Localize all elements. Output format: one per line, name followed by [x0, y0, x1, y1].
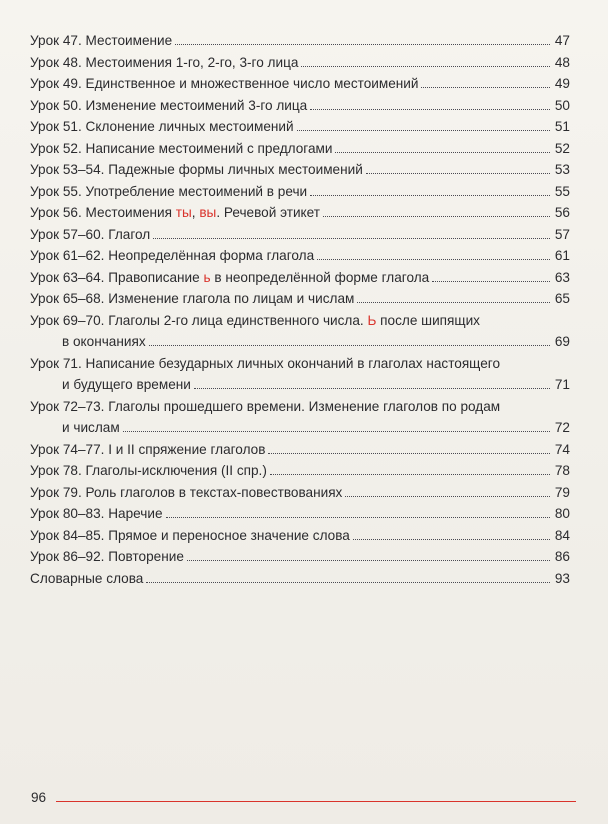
toc-entry-title: Урок 50. Изменение местоимений 3-го лица [30, 97, 308, 113]
toc-page-number: 72 [554, 420, 570, 435]
toc-page-number: 61 [554, 248, 570, 263]
toc-entry-lesson-47 [30, 30, 570, 52]
highlighted-letter-soft-sign: Ь [367, 312, 377, 328]
toc-entry-title [30, 267, 429, 289]
toc-entry-title: Урок 78. Глаголы-исключения (II спр.) [30, 463, 267, 478]
toc-entry-lesson-72-73 [30, 396, 570, 439]
footer-rule [56, 801, 576, 802]
toc-entry-title: Урок 51. Склонение личных местоимений [30, 119, 294, 134]
toc-entry-title [30, 202, 320, 224]
toc-entry-lesson-74-77 [30, 439, 570, 461]
toc-entry-lesson-55 [30, 181, 570, 203]
toc-entry-lesson-80-83 [30, 503, 570, 525]
toc-entry-title: Урок 49. Единственное и множественное число местоимений [30, 76, 419, 91]
toc-page-number: 50 [554, 97, 570, 113]
toc-entry-title-prefix: Урок 63–64. Правописание [30, 269, 204, 285]
toc-page-number: 84 [554, 527, 570, 543]
toc-page-number: 93 [554, 570, 570, 586]
dot-leader [432, 281, 550, 282]
dot-leader [166, 517, 550, 518]
toc-page-number: 80 [554, 506, 570, 521]
toc-entry-lesson-65-68 [30, 288, 570, 310]
toc-entry-title: Урок 61–62. Неопределённая форма глагола [30, 248, 315, 263]
toc-page-number: 47 [554, 33, 570, 48]
toc-entry-title-suffix: . Речевой этикет [216, 205, 320, 220]
toc-page-number: 49 [554, 76, 570, 91]
dot-leader [297, 130, 550, 131]
toc-entry-title: Урок 52. Написание местоимений с предлогами [30, 140, 333, 156]
dot-leader [301, 66, 550, 67]
page-number: 96 [31, 790, 47, 805]
toc-entry-title: Урок 47. Местоимение [30, 33, 173, 48]
toc-page-number: 78 [554, 463, 570, 478]
toc-entry-title: Словарные слова [30, 570, 144, 586]
highlighted-word-vy: вы [199, 205, 217, 220]
toc-page-number: 52 [554, 140, 570, 156]
dot-leader [123, 431, 550, 432]
toc-entry-lesson-63-64 [30, 267, 570, 289]
toc-page-number: 65 [554, 291, 570, 306]
toc-entry-lesson-52 [30, 138, 570, 160]
toc-entry-title: Урок 79. Роль глаголов в текстах-повествованиях [30, 484, 343, 500]
dot-leader [323, 216, 550, 217]
toc-entry-lesson-84-85 [30, 525, 570, 547]
dot-leader [310, 195, 550, 196]
separator-text: , [191, 205, 200, 220]
toc-entry-title: Урок 55. Употребление местоимений в речи [30, 183, 308, 199]
dot-leader [175, 44, 550, 45]
toc-entry-title: Урок 53–54. Падежные формы личных местоимений [30, 162, 363, 177]
toc-page-number: 69 [554, 334, 570, 349]
toc-entry-lesson-50 [30, 95, 570, 117]
dot-leader [317, 259, 550, 260]
dot-leader [268, 453, 550, 454]
toc-entry-lesson-56 [30, 202, 570, 224]
toc-entry-lesson-57-60 [30, 224, 570, 246]
toc-page-number: 48 [554, 54, 570, 70]
dot-leader [421, 87, 550, 88]
dot-leader [149, 345, 550, 346]
toc-entry-title-line2: и будущего времени [62, 377, 191, 392]
toc-entry-lesson-48 [30, 52, 570, 74]
toc-page-number: 51 [554, 119, 570, 134]
toc-entry-lesson-86-92 [30, 546, 570, 568]
toc-entry-title: Урок 86–92. Повторение [30, 549, 184, 564]
toc-entry-lesson-79 [30, 482, 570, 504]
dot-leader [310, 109, 550, 110]
toc-entry-title-line1 [30, 310, 570, 332]
toc-entry-title: Урок 74–77. I и II спряжение глаголов [30, 441, 266, 457]
toc-entry-lesson-61-62 [30, 245, 570, 267]
toc-entry-title-line2: и числам [62, 420, 120, 435]
toc-entry-lesson-71 [30, 353, 570, 396]
toc-entry-title-prefix: Урок 69–70. Глаголы 2-го лица единственного числа. [30, 312, 368, 328]
toc-entry-title-line1: Урок 72–73. Глаголы прошедшего времени. Изменение глаголов по родам [30, 398, 501, 414]
toc-entry-title: Урок 84–85. Прямое и переносное значение слова [30, 527, 350, 543]
dot-leader [153, 238, 550, 239]
toc-page-number: 53 [554, 162, 570, 177]
toc-page-number: 56 [554, 205, 570, 220]
dot-leader [357, 302, 550, 303]
highlighted-letter-soft-sign: ь [203, 269, 211, 285]
toc-entry-title-prefix: Урок 56. Местоимения [30, 205, 176, 220]
table-of-contents [30, 30, 570, 589]
toc-page-number: 74 [554, 441, 570, 457]
dot-leader [270, 474, 550, 475]
dot-leader [366, 173, 550, 174]
dot-leader [187, 560, 550, 561]
dot-leader [146, 582, 550, 583]
toc-entry-lesson-51 [30, 116, 570, 138]
toc-page-number: 86 [554, 549, 570, 564]
toc-page-number: 63 [554, 269, 570, 285]
toc-entry-lesson-53-54 [30, 159, 570, 181]
toc-entry-title: Урок 57–60. Глагол [30, 226, 151, 242]
toc-entry-title: Урок 80–83. Наречие [30, 506, 163, 521]
highlighted-word-ty: ты [175, 205, 192, 220]
toc-entry-lesson-49 [30, 73, 570, 95]
dot-leader [345, 496, 550, 497]
dot-leader [194, 388, 550, 389]
toc-page-number: 79 [554, 484, 570, 500]
toc-entry-vocabulary [30, 568, 570, 590]
toc-entry-title: Урок 65–68. Изменение глагола по лицам и числам [30, 291, 355, 306]
toc-entry-title-suffix: в неопределённой форме глагола [210, 269, 430, 285]
toc-entry-lesson-78 [30, 460, 570, 482]
toc-entry-title-suffix: после шипящих [376, 312, 480, 328]
dot-leader [335, 152, 550, 153]
toc-entry-title: Урок 48. Местоимения 1-го, 2-го, 3-го лица [30, 54, 299, 70]
dot-leader [353, 539, 550, 540]
toc-entry-lesson-69-70 [30, 310, 570, 353]
toc-entry-title-line2: в окончаниях [62, 334, 146, 349]
toc-entry-title-line1: Урок 71. Написание безударных личных окончаний в глаголах настоящего [30, 355, 500, 371]
toc-page-number: 71 [554, 377, 570, 392]
toc-page-number: 57 [554, 226, 570, 242]
toc-page-number: 55 [554, 183, 570, 199]
